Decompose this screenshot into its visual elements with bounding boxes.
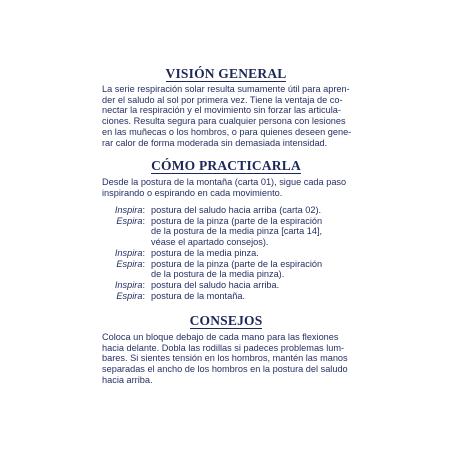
- practice-step: [102, 291, 364, 302]
- vision-paragraph: [102, 84, 364, 148]
- practice-title: CÓMO PRACTICARLA: [151, 158, 301, 173]
- step-breath-label: Espira :: [102, 216, 148, 248]
- section-heading-practice: [0, 158, 452, 174]
- text-line: ciones. Resulta segura para cualquier persona con lesiones: [102, 116, 346, 127]
- step-breath-label: Espira :: [102, 259, 148, 280]
- text-line: Desde la postura de la montaña (carta 01), sigue cada paso: [102, 177, 347, 187]
- step-breath-label: Espira :: [102, 291, 148, 302]
- step-line: postura de la montaña.: [151, 290, 245, 301]
- step-breath-label: Inspira :: [102, 280, 148, 291]
- text-line: bares. Si sientes tensión en los hombros, mantén las manos: [102, 353, 348, 364]
- vision-title: VISIÓN GENERAL: [165, 66, 287, 81]
- tips-paragraph: [102, 332, 364, 386]
- step-breath-label: Inspira :: [102, 205, 148, 216]
- text-line: inspirando o espirando en cada movimiento.: [102, 187, 283, 198]
- step-line: de la postura de la media pinza).: [151, 269, 285, 280]
- step-line: véase el apartado consejos).: [151, 237, 269, 248]
- step-line: postura de la pinza (parte de la espiración: [151, 215, 323, 226]
- text-line: nectar la respiración y el movimiento sin forzar las articula-: [102, 105, 341, 116]
- step-breath-label: Inspira :: [102, 248, 148, 259]
- practice-step: [102, 216, 364, 248]
- text-line: separadas el ancho de los hombros en la postura del saludo: [102, 364, 348, 375]
- step-description: [148, 216, 322, 248]
- step-description: [148, 291, 245, 302]
- step-line: postura de la media pinza.: [151, 247, 259, 258]
- step-description: [148, 259, 322, 280]
- practice-step: [102, 248, 364, 259]
- text-line: hacia arriba.: [102, 374, 153, 385]
- step-line: postura de la pinza (parte de la espiración: [151, 258, 323, 269]
- text-line: hacia delante. Dobla las rodillas si padeces problemas lum-: [102, 342, 345, 353]
- step-description: [148, 248, 259, 259]
- tips-title: CONSEJOS: [189, 313, 263, 328]
- practice-step: [102, 205, 364, 216]
- text-line: en las muñecas o los hombros, o para quienes deseen gene-: [102, 126, 352, 137]
- practice-step: [102, 259, 364, 280]
- practice-steps-list: [102, 205, 364, 301]
- step-description: [148, 280, 279, 291]
- practice-step: [102, 280, 364, 291]
- section-heading-vision: [0, 66, 452, 82]
- step-line: de la postura de la media pinza [carta 14],: [151, 226, 323, 237]
- step-description: [148, 205, 321, 216]
- section-heading-tips: [0, 313, 452, 329]
- text-line: Coloca un bloque debajo de cada mano para las flexiones: [102, 332, 339, 342]
- step-line: postura del saludo hacia arriba.: [151, 279, 280, 290]
- step-line: postura del saludo hacia arriba (carta 02).: [151, 205, 322, 215]
- practice-intro-paragraph: [102, 177, 364, 198]
- text-line: rar calor de forma moderada sin demasiada intensidad.: [102, 137, 328, 148]
- text-line: der el saludo al sol por primera vez. Tiene la ventaja de co-: [102, 94, 343, 105]
- text-line: La serie respiración solar resulta sumamente útil para apren-: [102, 84, 350, 94]
